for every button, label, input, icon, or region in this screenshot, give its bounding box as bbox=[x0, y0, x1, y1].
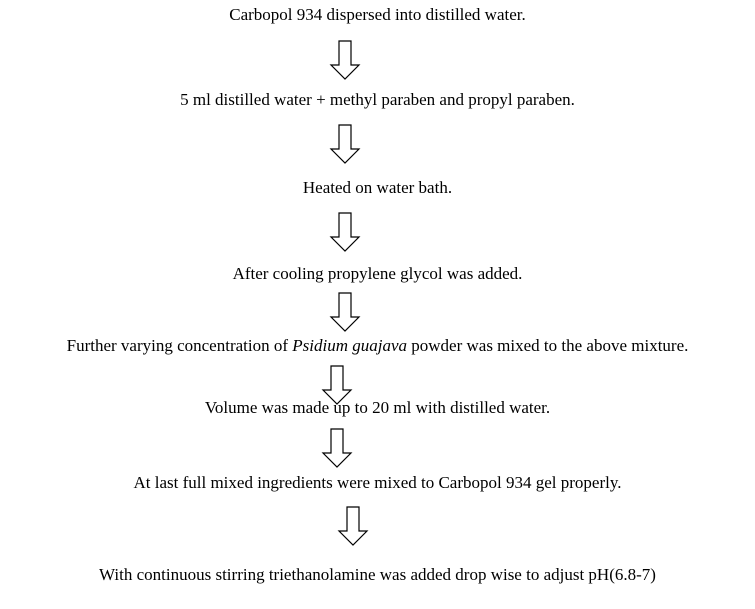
flow-step-7: At last full mixed ingredients were mixed to Carbopol 934 gel properly. bbox=[133, 473, 622, 492]
flow-step-5-prefix: Further varying concentration of bbox=[66, 336, 293, 355]
flow-step-4: After cooling propylene glycol was added. bbox=[232, 264, 523, 283]
down-arrow-icon bbox=[328, 40, 362, 80]
flow-step-1: Carbopol 934 dispersed into distilled water. bbox=[229, 5, 526, 24]
down-arrow-icon bbox=[328, 292, 362, 332]
flow-step-3: Heated on water bath. bbox=[302, 178, 453, 197]
down-arrow-icon bbox=[328, 212, 362, 252]
down-arrow-icon bbox=[328, 124, 362, 164]
flow-step-6: Volume was made up to 20 ml with distilled water. bbox=[204, 398, 551, 417]
flow-step-5 bbox=[0, 336, 755, 356]
flow-step-8: With continuous stirring triethanolamine was added drop wise to adjust pH(6.8-7) bbox=[99, 565, 656, 584]
flow-step-5-suffix: powder was mixed to the above mixture. bbox=[407, 336, 689, 355]
down-arrow-icon bbox=[336, 506, 370, 546]
flow-step-2: 5 ml distilled water + methyl paraben and propyl paraben. bbox=[180, 90, 575, 109]
down-arrow-icon bbox=[320, 428, 354, 468]
flow-step-5-emphasis: Psidium guajava bbox=[292, 336, 408, 355]
